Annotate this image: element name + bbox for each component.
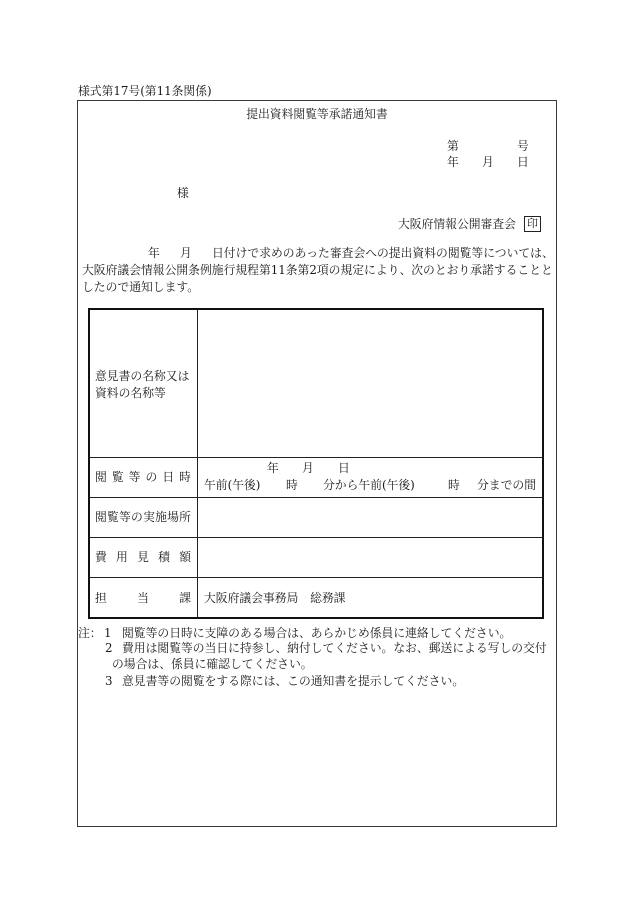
datetime-end-hour: 時 bbox=[448, 478, 460, 492]
label-char: 所 bbox=[179, 510, 191, 524]
form-number: 様式第17号(第11条関係) bbox=[78, 84, 212, 98]
label-char: 実 bbox=[143, 510, 155, 524]
label-char: 担 bbox=[95, 591, 107, 605]
datetime-month: 月 bbox=[302, 461, 314, 475]
body-date-year: 年 bbox=[148, 246, 160, 260]
label-char: 積 bbox=[158, 550, 170, 564]
datetime-end-minute: 分までの間 bbox=[477, 478, 536, 492]
department-value: 大阪府議会事務局 総務課 bbox=[204, 591, 346, 605]
issue-date-month: 月 bbox=[482, 155, 494, 169]
datetime-year: 年 bbox=[267, 461, 279, 475]
table-row-place bbox=[89, 497, 543, 537]
issuer-name: 大阪府情報公開審査会 bbox=[398, 217, 516, 231]
datetime-label bbox=[95, 470, 191, 484]
department-label bbox=[95, 591, 191, 605]
label-char: 覧 bbox=[107, 510, 119, 524]
note-number-2: 2 bbox=[105, 641, 113, 655]
datetime-start-hour: 時 bbox=[286, 478, 298, 492]
note-number-3: 3 bbox=[105, 674, 113, 688]
addressee-suffix: 様 bbox=[177, 186, 189, 200]
label-char: 覧 bbox=[111, 470, 124, 484]
label-char: 当 bbox=[137, 591, 149, 605]
document-name-label-line-1: 意見書の名称又は bbox=[95, 369, 190, 383]
table-row-cost bbox=[89, 537, 543, 577]
datetime-start-ampm: 午前(午後) bbox=[204, 478, 261, 492]
label-char: 場 bbox=[167, 510, 179, 524]
body-line-2: 大阪府議会情報公開条例施行規程第11条第2項の規定により、次のとおり承諾することと bbox=[82, 263, 553, 277]
note-text-2-line-2: の場合は、係員に確認してください。 bbox=[112, 657, 313, 671]
label-char: 日 bbox=[162, 470, 175, 484]
datetime-start-minute: 分から午前(午後) bbox=[323, 478, 415, 492]
note-text-1: 閲覧等の日時に支障のある場合は、あらかじめ係員に連絡してください。 bbox=[122, 626, 512, 640]
seal-stamp: 印 bbox=[524, 216, 541, 232]
label-char: 閲 bbox=[95, 510, 107, 524]
label-char: 課 bbox=[179, 591, 191, 605]
note-number-1: 1 bbox=[104, 626, 112, 640]
issue-date-year: 年 bbox=[447, 155, 459, 169]
label-char: 等 bbox=[128, 470, 141, 484]
table-row-department bbox=[89, 577, 543, 618]
label-char: の bbox=[145, 470, 158, 484]
note-text-2-line-1: 費用は閲覧等の当日に持参し、納付してください。なお、郵送による写しの交付 bbox=[122, 641, 547, 655]
label-char: 施 bbox=[155, 510, 167, 524]
place-label bbox=[95, 510, 191, 524]
label-char: 時 bbox=[179, 470, 191, 484]
label-char: 用 bbox=[116, 550, 128, 564]
table-row-datetime bbox=[89, 457, 543, 497]
label-char: 費 bbox=[95, 550, 107, 564]
datetime-day: 日 bbox=[338, 461, 350, 475]
notes-prefix: 注： bbox=[78, 626, 102, 640]
issue-date-day: 日 bbox=[517, 155, 529, 169]
cost-label bbox=[95, 550, 191, 564]
label-char: の bbox=[131, 510, 143, 524]
doc-number-suffix: 号 bbox=[517, 139, 529, 153]
body-line-3: したので通知します。 bbox=[82, 280, 200, 294]
table-row-document-name bbox=[89, 309, 543, 457]
label-char: 額 bbox=[179, 550, 191, 564]
label-cell bbox=[89, 309, 198, 457]
doc-number-prefix: 第 bbox=[447, 139, 459, 153]
note-text-3: 意見書等の閲覧をする際には、この通知書を提示してください。 bbox=[122, 674, 465, 688]
label-char: 閲 bbox=[95, 470, 107, 484]
label-char: 等 bbox=[119, 510, 131, 524]
form-title: 提出資料閲覧等承諾通知書 bbox=[246, 107, 388, 121]
body-line-1: 日付けで求めのあった審査会への提出資料の閲覧等については、 bbox=[212, 246, 554, 260]
document-name-label-line-2: 資料の名称等 bbox=[95, 386, 166, 400]
label-char: 見 bbox=[137, 550, 149, 564]
body-date-month: 月 bbox=[180, 246, 192, 260]
